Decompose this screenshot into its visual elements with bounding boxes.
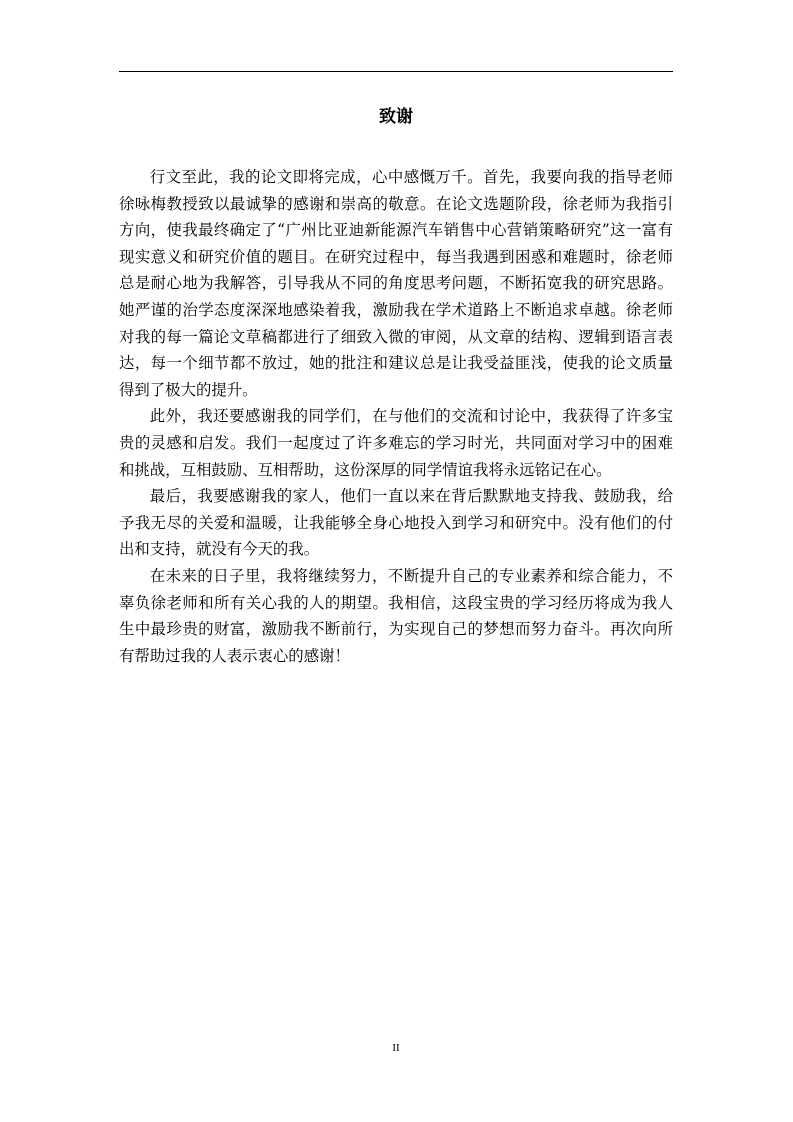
page-number: II: [392, 1042, 400, 1054]
page-title: 致谢: [379, 107, 413, 127]
paragraph-advisor-thanks: 行文至此，我的论文即将完成，心中感慨万千。首先，我要向我的指导老师徐咏梅教授致以最诚挚的感谢和崇高的敬意。在论文选题阶段，徐老师为我指引方向，使我最终确定了“广州比亚迪新能源汽车销售中心营销策略研究”这一富有现实意义和研究价值的题目。在研究过程中，每当我遇到困惑和难题时，徐老师总是耐心地为我解答，引导我从不同的角度思考问题，不断拓宽我的研究思路。她严谨的治学态度深深地感染着我，激励我在学术道路上不断追求卓越。徐老师对我的每一篇论文草稿都进行了细致入微的审阅，从文章的结构、逻辑到语言表达，每一个细节都不放过，她的批注和建议总是让我受益匪浅，使我的论文质量得到了极大的提升。: [119, 168, 673, 399]
acknowledgement-body: [119, 164, 673, 669]
paragraph-closing: 在未来的日子里，我将继续努力，不断提升自己的专业素养和综合能力，不辜负徐老师和所有关心我的人的期望。我相信，这段宝贵的学习经历将成为我人生中最珍贵的财富，激励我不断前行，为实现自己的梦想而努力奋斗。再次向所有帮助过我的人表示衷心的感谢！: [119, 566, 673, 665]
paragraph-classmates-thanks: 此外，我还要感谢我的同学们，在与他们的交流和讨论中，我获得了许多宝贵的灵感和启发。我们一起度过了许多难忘的学习时光，共同面对学习中的困难和挑战，互相鼓励、互相帮助，这份深厚的同学情谊我将永远铭记在心。: [119, 407, 673, 479]
header-rule: [119, 71, 673, 72]
paragraph-family-thanks: 最后，我要感谢我的家人，他们一直以来在背后默默地支持我、鼓励我，给予我无尽的关爱和温暖，让我能够全身心地投入到学习和研究中。没有他们的付出和支持，就没有今天的我。: [119, 487, 673, 559]
